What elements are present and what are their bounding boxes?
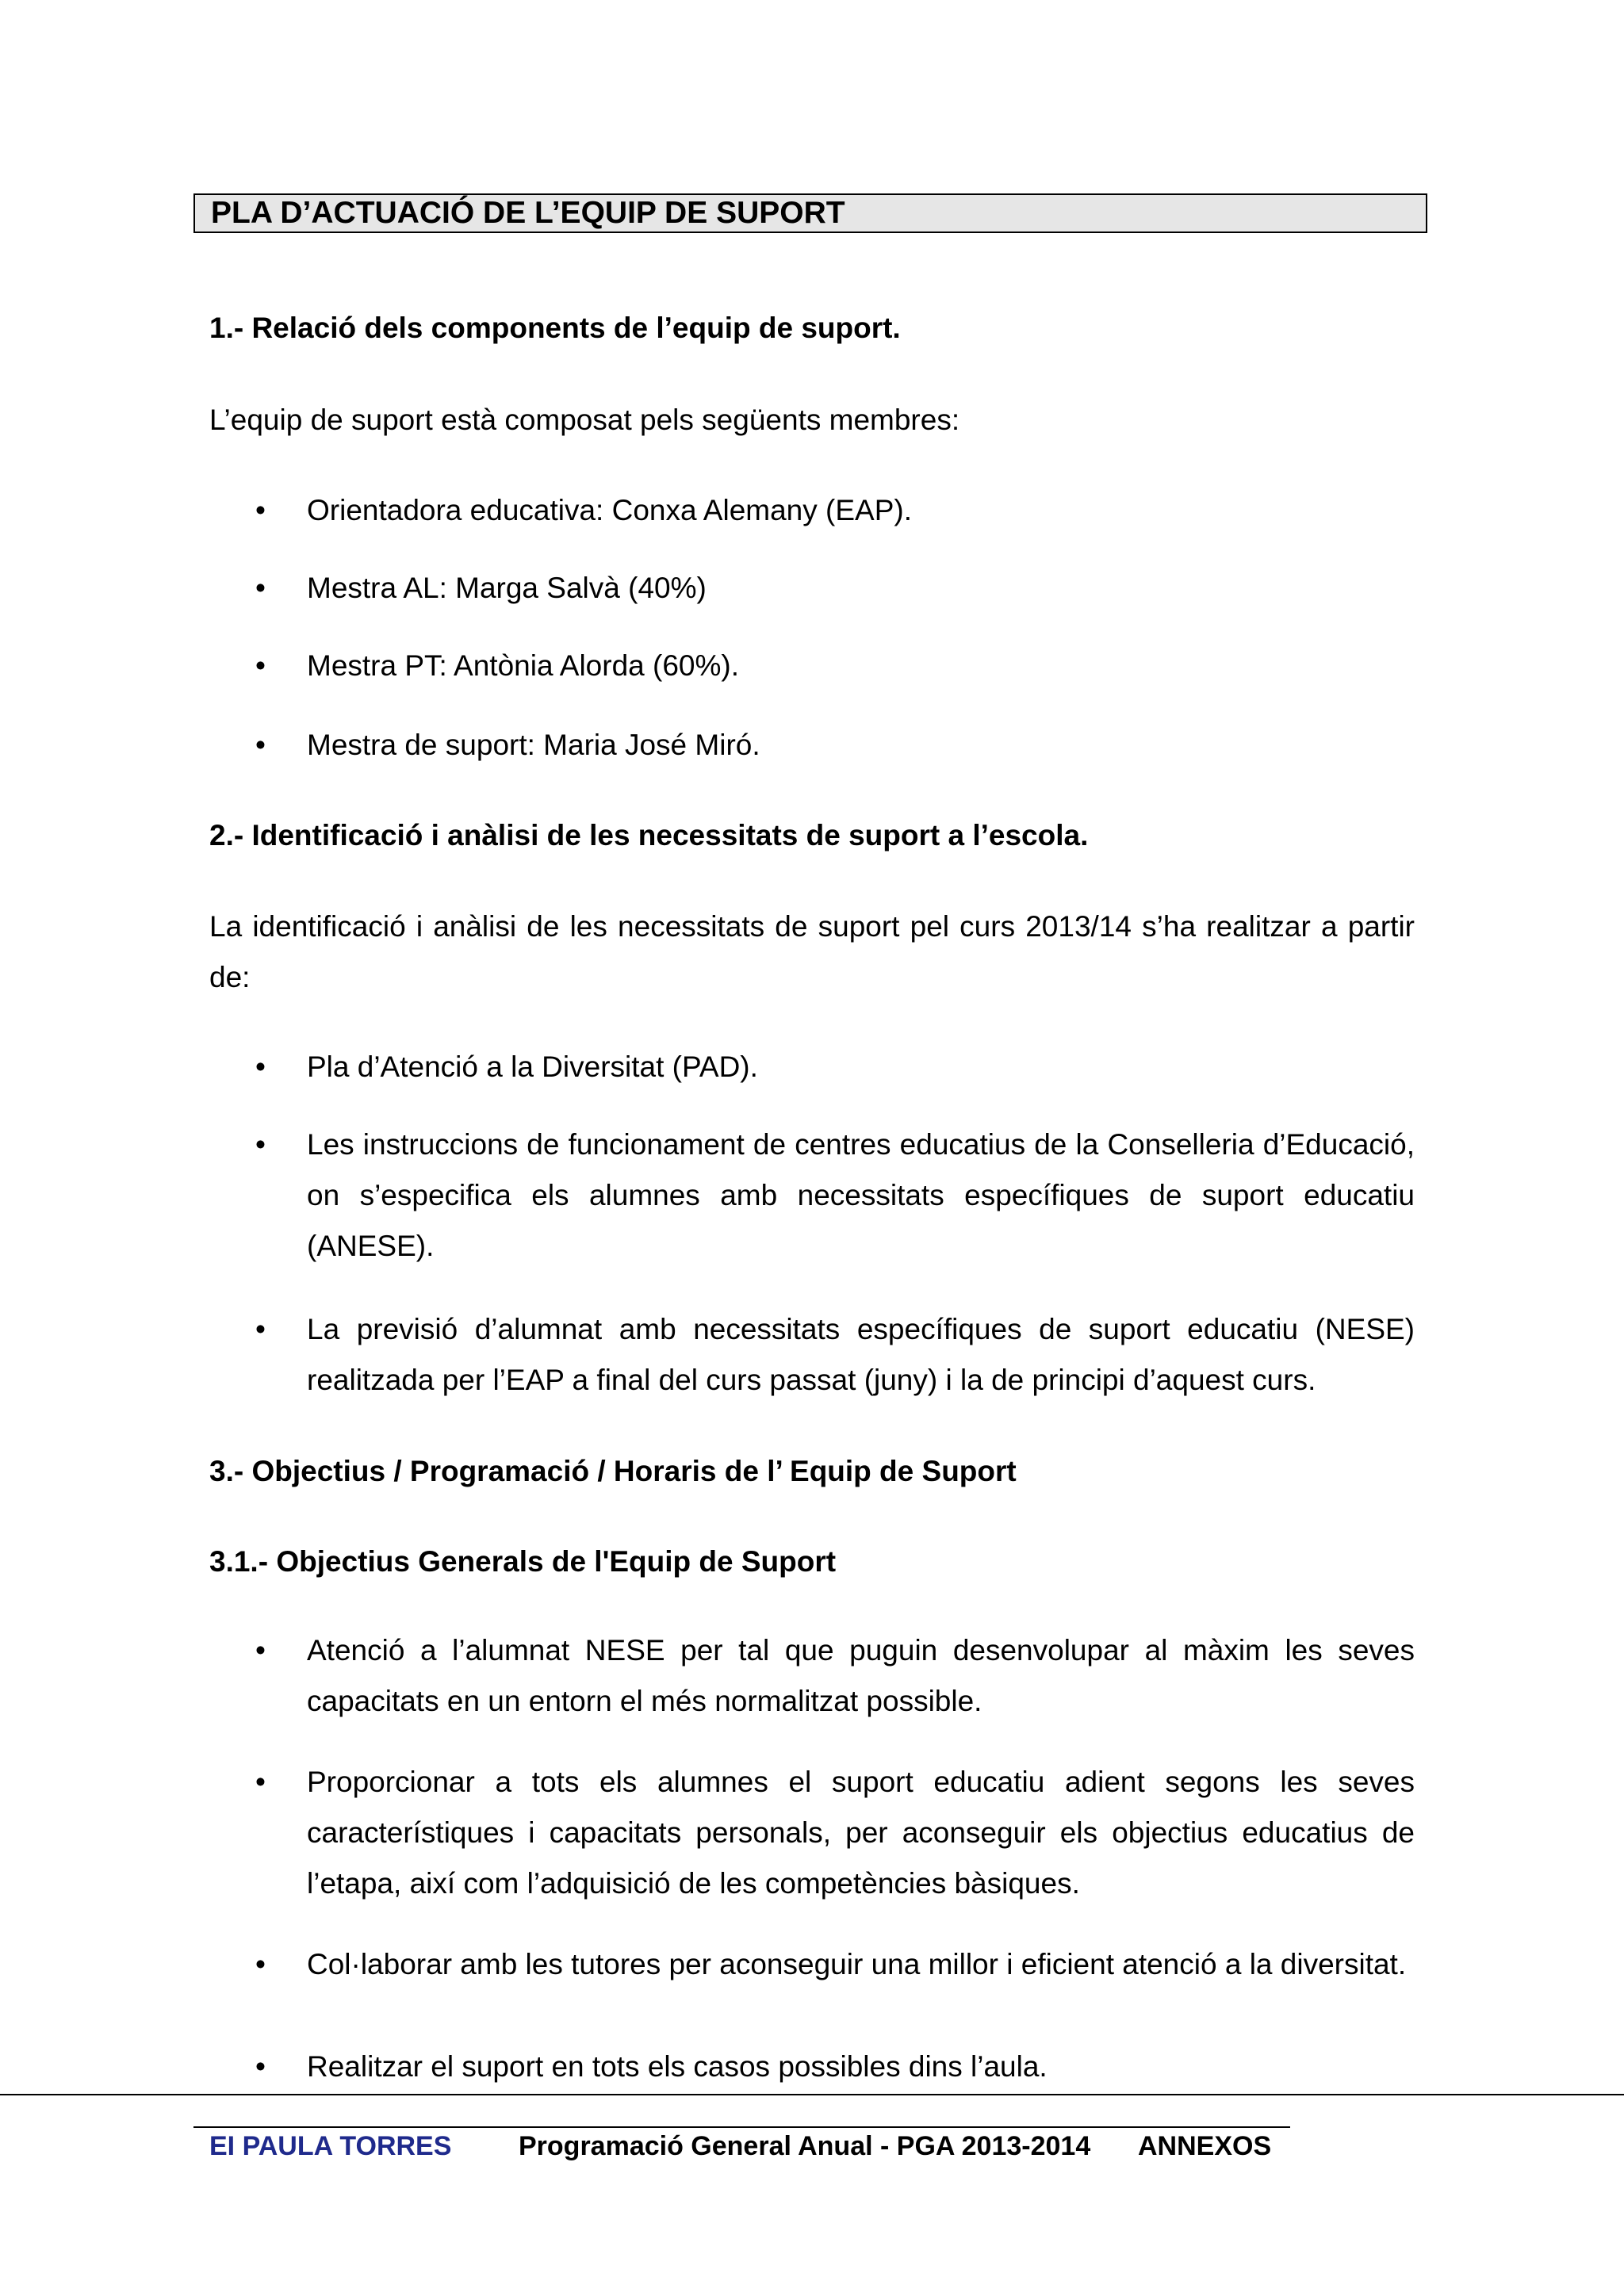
footer-program-title: Programació General Anual - PGA 2013-2014	[519, 2131, 1091, 2161]
bullet-icon: •	[255, 1050, 266, 1083]
list-item: Mestra de suport: Maria José Miró.	[307, 729, 760, 761]
bullet-icon: •	[255, 649, 266, 682]
section3-heading: 3.- Objectius / Programació / Horaris de l’ Equip de Suport	[209, 1455, 1017, 1487]
page-title: PLA D’ACTUACIÓ DE L’EQUIP DE SUPORT	[193, 193, 1427, 233]
bullet-icon: •	[255, 729, 266, 761]
bullet-icon: •	[255, 1948, 266, 1980]
list-item: Realitzar el suport en tots els casos possibles dins l’aula.	[307, 2050, 1048, 2083]
footer-annex-label: ANNEXOS	[1138, 2131, 1272, 2161]
list-item: Atenció a l’alumnat NESE per tal que puguin desenvolupar al màxim les seves capacitats en un entorn el més normalitzat possible.	[307, 1634, 1415, 1717]
section3-subheading: 3.1.- Objectius Generals de l'Equip de Suport	[209, 1545, 837, 1578]
list-item: Mestra PT: Antònia Alorda (60%).	[307, 649, 739, 682]
list-item: Mestra AL: Marga Salvà (40%)	[307, 572, 707, 604]
list-item: Col·laborar amb les tutores per aconseguir una millor i eficient atenció a la diversitat.	[307, 1948, 1407, 1980]
bullet-icon: •	[255, 572, 266, 604]
list-item: La previsió d’alumnat amb necessitats específiques de suport educatiu (NESE) realitzada per l’EAP a final del curs passat (juny) i la de principi d’aquest curs.	[307, 1313, 1415, 1396]
section1-heading: 1.- Relació dels components de l’equip de suport.	[209, 312, 901, 344]
bullet-icon: •	[255, 1313, 266, 1345]
section2-heading: 2.- Identificació i anàlisi de les necessitats de suport a l’escola.	[209, 819, 1089, 851]
bullet-icon: •	[255, 494, 266, 526]
section2-intro: La identificació i anàlisi de les necessitats de suport pel curs 2013/14 s’ha realitzar a partir de:	[209, 910, 1415, 993]
list-item: Pla d’Atenció a la Diversitat (PAD).	[307, 1050, 758, 1083]
list-item: Orientadora educativa: Conxa Alemany (EAP).	[307, 494, 912, 526]
list-item: Les instruccions de funcionament de centres educatius de la Conselleria d’Educació, on s’especifica els alumnes amb necessitats específiques de suport educatiu (ANESE).	[307, 1128, 1415, 1262]
bullet-icon: •	[255, 2050, 266, 2083]
bullet-icon: •	[255, 1128, 266, 1161]
footer-school-name: EI PAULA TORRES	[209, 2131, 452, 2161]
bullet-icon: •	[255, 1766, 266, 1798]
footer-divider	[0, 2094, 1624, 2095]
section1-intro: L’equip de suport està composat pels següents membres:	[209, 404, 960, 436]
list-item: Proporcionar a tots els alumnes el suport educatiu adient segons les seves característiques i capacitats personals, per aconseguir els objectius educatius de l’etapa, així com l’adquisició de les competències bàsiques.	[307, 1766, 1415, 1900]
bullet-icon: •	[255, 1634, 266, 1667]
